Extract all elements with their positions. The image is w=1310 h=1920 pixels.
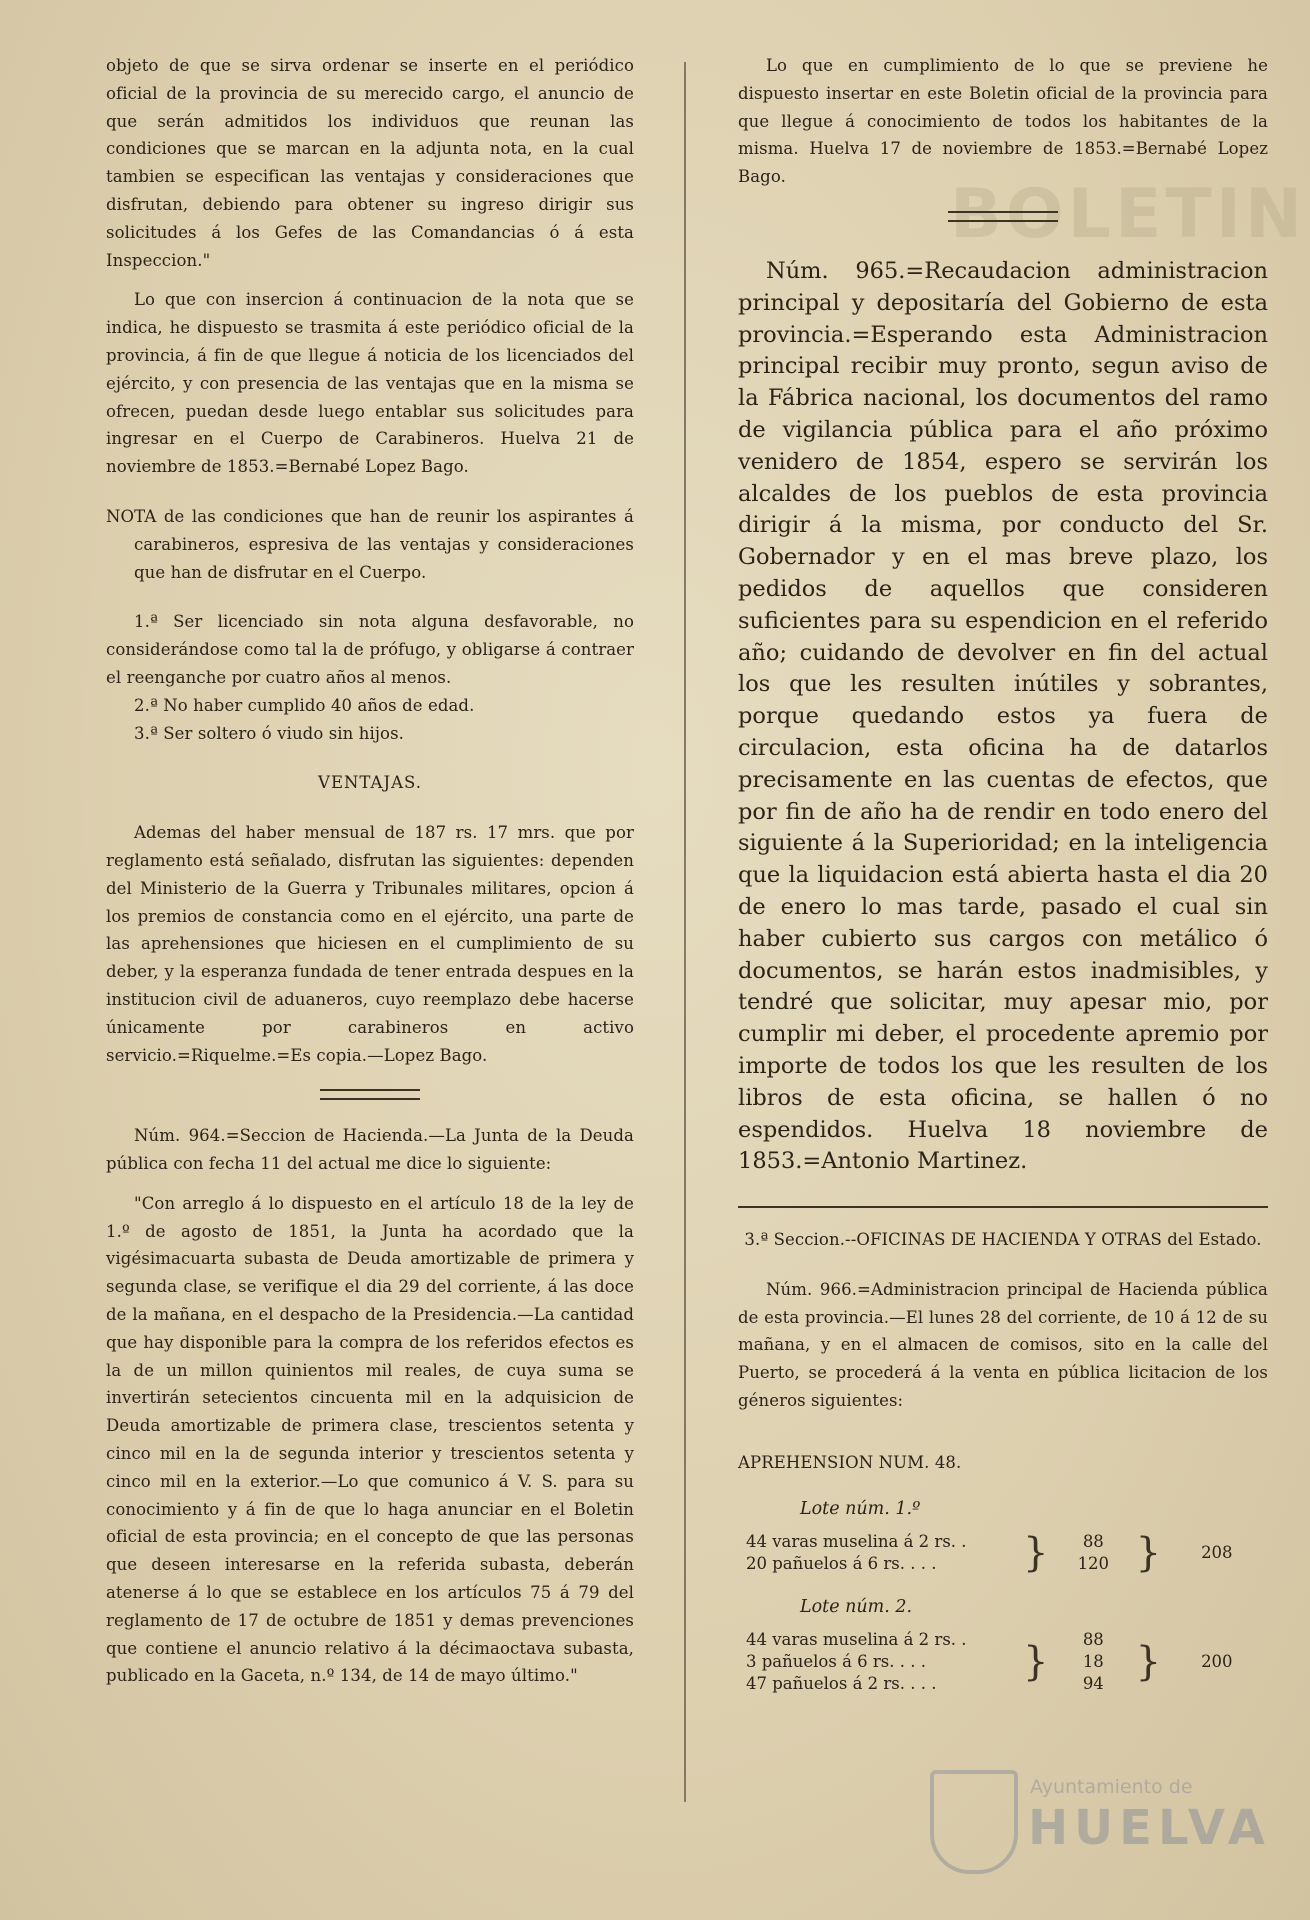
section-separator [948, 211, 1058, 222]
paragraph-inspection-notice: objeto de que se sirva ordenar se inserte en el periódico oficial de la provincia de su merecido cargo, el anuncio de que serán admitidos los individuos que reunan las condiciones que se marcan en la adjunta nota, en la cual tambien se especifican las ventajas y consideraciones que disfrutan, debiendo para obtener su ingreso dirigir sus solicitudes á los Gefes de las Comandancias ó á esta Inspeccion." [106, 56, 634, 270]
section-heading-hacienda: 3.ª Seccion.--OFICINAS DE HACIENDA Y OTRAS del Estado. [744, 1230, 1262, 1250]
lot-item-amount: 120 [1077, 1553, 1110, 1573]
paragraph-num-965: Núm. 965.=Recaudacion administracion principal y depositaría del Gobierno de esta provincia.=Esperando esta Administracion principal recibir muy pronto, segun aviso de la Fábrica nacional, los documentos del ramo de vigilancia pública para el año próximo venidero de 1854, espero se servirán los alcaldes de los pueblos de esta provincia dirigir á la misma, por conducto del Sr. Gobernador y en el mas breve plazo, los pedidos de aquellos que consideren suficientes para su espendicion en el referido año; cuidando de devolver en fin del actual los que les resulten inútiles y sobrantes, porque quedando estos ya fuera de circulacion, esta oficina ha de datarlos precisamente en las cuentas de efectos, que por fin de año ha de rendir en todo enero del siguiente á la Superioridad; en la inteligencia que la liquidacion está abierta hasta el dia 20 de enero lo mas tarde, pasado el cual sin haber cubierto sus cargos con metálico ó documentos, se harán estos inadmisibles, y tendré que solicitar, muy apesar mio, por cumplir mi deber, el procedente apremio por importe de todos los que les resulten de los libros de esta oficina, se hallen ó no espendidos. Huelva 18 noviembre de 1853.=Antonio Martinez. [738, 257, 1268, 1175]
archive-watermark [910, 1762, 1271, 1872]
coat-of-arms-icon [930, 1770, 1018, 1874]
lot-item-desc: 47 pañuelos á 2 rs. . . . [746, 1673, 937, 1693]
table-row [738, 1531, 1268, 1553]
aprehension-heading: APREHENSION NUM. 48. [738, 1452, 962, 1472]
lot-item-amount: 88 [1082, 1629, 1104, 1649]
paragraph-boletin-insert: Lo que en cumplimiento de lo que se previene he dispuesto insertar en este Boletin oficial de la provincia para que llegue á conocimiento de todos los habitantes de la misma. Huelva 17 de noviembre de 1853.=Bernabé Lopez Bago. [738, 56, 1268, 187]
lot-total: 208 [1201, 1542, 1233, 1562]
lot-item-amount: 88 [1082, 1531, 1104, 1551]
section-separator [320, 1089, 420, 1100]
brace-right: } [1135, 1529, 1162, 1576]
paragraph-carabineros-order: Lo que con insercion á continuacion de la nota que se indica, he dispuesto se trasmita á este periódico oficial de la provincia, á fin de que llegue á noticia de los licenciados del ejército, y con presencia de las ventajas que en la misma se ofrecen, puedan desde luego entablar sus solicitudes para ingresar en el Cuerpo de Carabineros. Huelva 21 de noviembre de 1853.=Bernabé Lopez Bago. [106, 290, 634, 477]
lot-1-title: Lote núm. 1.º [800, 1498, 921, 1519]
lot-2-table [738, 1629, 1268, 1695]
brace-left: } [1023, 1638, 1049, 1685]
paragraph-num-966: Núm. 966.=Administracion principal de Hacienda pública de esta provincia.—El lunes 28 del corriente, de 10 á 12 de su mañana, y en el almacen de comisos, sito en la calle del Puerto, se procederá á la venta en pública licitacion de los géneros siguientes: [738, 1279, 1268, 1411]
condition-1: 1.ª Ser licenciado sin nota alguna desfavorable, no considerándose como tal la de prófugo, y obligarse á contraer el reenganche por cuatro años al menos. [106, 612, 634, 687]
watermark-line-1: Ayuntamiento de [1030, 1776, 1193, 1798]
nota-heading: NOTA de las condiciones que han de reunir los aspirantes á carabineros, espresiva de las ventajas y consideraciones que han de disfrutar en el Cuerpo. [106, 506, 634, 582]
bleed-through-text: BOLETIN [950, 175, 1307, 254]
lot-1-table [738, 1531, 1268, 1575]
condition-3: 3.ª Ser soltero ó viudo sin hijos. [134, 723, 404, 743]
paragraph-deuda-subasta: "Con arreglo á lo dispuesto en el artículo 18 de la ley de 1.º de agosto de 1851, la Junta ha acordado que la vigésimacuarta subasta de Deuda amortizable de primera y segunda clase, se verifique el dia 29 del corriente, á las doce de la mañana, en el despacho de la Presidencia.—La cantidad que hay disponible para la compra de los referidos efectos es la de un millon quinientos mil reales, de cuya suma se invertirán setecientos cincuenta mil en la adquisicion de Deuda amortizable de primera clase, trescientos setenta y cinco mil en la de segunda interior y trescientos setenta y cinco mil en la exterior.—Lo que comunico á V. S. para su conocimiento y á fin de que lo haga anunciar en el Boletin oficial de esta provincia; en el concepto de que las personas que deseen interesarse en la referida subasta, deberán atenerse á lo que se establece en los artículos 75 á 79 del reglamento de 17 de octubre de 1851 y demas prevenciones que contiene el anuncio relativo á la décimaoctava subasta, publicado en la Gaceta, n.º 134, de 14 de mayo último." [106, 1193, 634, 1686]
lot-item-desc: 3 pañuelos á 6 rs. . . . [746, 1651, 926, 1671]
watermark-line-2: HUELVA [1028, 1800, 1271, 1856]
table-row [738, 1629, 1268, 1651]
lot-total: 200 [1201, 1651, 1233, 1671]
section-rule [738, 1206, 1268, 1208]
lot-2-title: Lote núm. 2. [800, 1596, 913, 1617]
lot-item-amount: 94 [1082, 1673, 1104, 1693]
paragraph-num-964: Núm. 964.=Seccion de Hacienda.—La Junta de la Deuda pública con fecha 11 del actual me dice lo siguiente: [106, 1126, 634, 1174]
lot-item-desc: 20 pañuelos á 6 rs. . . . [746, 1553, 937, 1573]
lot-item-desc: 44 varas muselina á 2 rs. . [746, 1531, 967, 1551]
right-column [738, 52, 1268, 1695]
brace-right: } [1135, 1638, 1162, 1685]
ventajas-heading: VENTAJAS. [318, 773, 422, 793]
left-column [106, 52, 634, 1690]
lot-item-desc: 44 varas muselina á 2 rs. . [746, 1629, 967, 1649]
brace-left: } [1023, 1529, 1049, 1576]
column-divider [684, 62, 686, 1802]
condition-2: 2.ª No haber cumplido 40 años de edad. [134, 695, 475, 715]
paragraph-ventajas: Ademas del haber mensual de 187 rs. 17 mrs. que por reglamento está señalado, disfrutan las siguientes: dependen del Ministerio de la Guerra y Tribunales militares, opcion á los premios de constancia como en el ejército, una parte de las aprehensiones que hiciesen en el cumplimiento de su deber, y la esperanza fundada de tener entrada despues en la institucion civil de aduaneros, cuyo reemplazo debe hacerse únicamente por carabineros en activo servicio.=Riquelme.=Es copia.—Lopez Bago. [106, 823, 634, 1065]
lot-item-amount: 18 [1082, 1651, 1104, 1671]
